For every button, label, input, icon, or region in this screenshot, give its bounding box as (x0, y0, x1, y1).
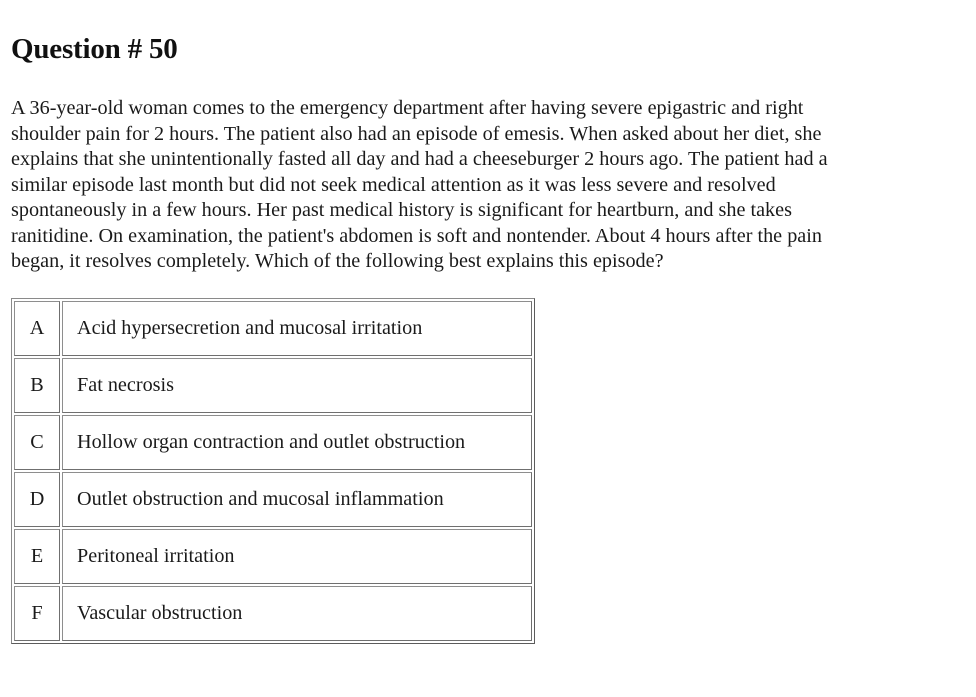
choice-letter[interactable]: F (14, 586, 60, 641)
choice-text[interactable]: Vascular obstruction (62, 586, 532, 641)
choice-row-d[interactable] (14, 472, 532, 527)
choice-row-c[interactable] (14, 415, 532, 470)
choice-letter[interactable]: D (14, 472, 60, 527)
choice-row-a[interactable] (14, 301, 532, 356)
choice-text[interactable]: Peritoneal irritation (62, 529, 532, 584)
question-stem: A 36-year-old woman comes to the emergency department after having severe epigastric and right shoulder pain for 2 hours. The patient also had an episode of emesis. When asked about her diet, she explains that she unintentionally fasted all day and had a cheeseburger 2 hours ago. The patient had a similar episode last month but did not seek medical attention as it was less severe and resolved spontaneously in a few hours. Her past medical history is significant for heartburn, and she takes ranitidine. On examination, the patient's abdomen is soft and nontender. About 4 hours after the pain began, it resolves completely. Which of the following best explains this episode? (11, 97, 828, 272)
choice-letter[interactable]: B (14, 358, 60, 413)
choice-text[interactable]: Outlet obstruction and mucosal inflammation (62, 472, 532, 527)
choice-row-f[interactable] (14, 586, 532, 641)
answer-choices-table (11, 298, 535, 644)
choice-letter[interactable]: E (14, 529, 60, 584)
choice-text[interactable]: Acid hypersecretion and mucosal irritation (62, 301, 532, 356)
choice-row-b[interactable] (14, 358, 532, 413)
choice-text[interactable]: Hollow organ contraction and outlet obstruction (62, 415, 532, 470)
choice-text[interactable]: Fat necrosis (62, 358, 532, 413)
question-title: Question # 50 (11, 33, 178, 65)
choice-letter[interactable]: A (14, 301, 60, 356)
choice-letter[interactable]: C (14, 415, 60, 470)
choice-row-e[interactable] (14, 529, 532, 584)
